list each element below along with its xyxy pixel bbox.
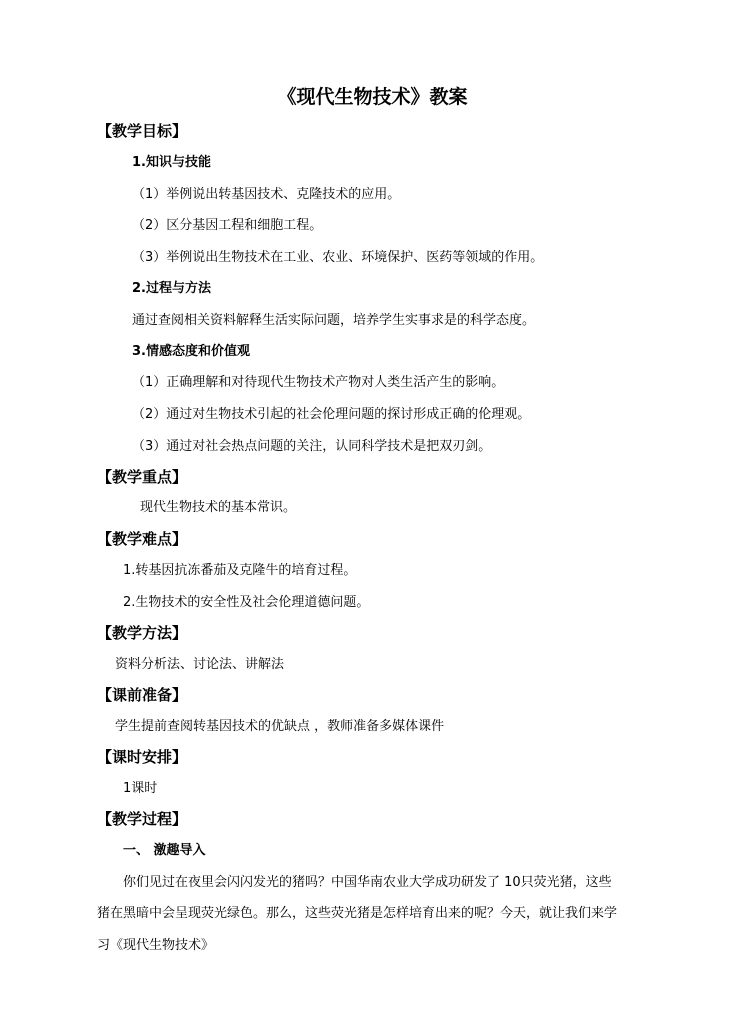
goal-text: 通过查阅相关资料解释生活实际问题，培养学生实事求是的科学态度。 [132,313,536,328]
goal-item: （3）通过对社会热点问题的关注，认同科学技术是把双刃剑。 [132,439,492,454]
goals-sub-attitude: 3.情感态度和价值观 [132,344,250,359]
process-heading: 【教学过程】 [97,810,188,828]
goal-item: （1）举例说出转基因技术、克隆技术的应用。 [132,187,401,202]
difficulty-item: 1.转基因抗冻番茄及克隆牛的培育过程。 [123,563,357,578]
difficulty-item: 2.生物技术的安全性及社会伦理道德问题。 [123,595,370,610]
process-paragraph-line: 你们见过在夜里会闪闪发光的猪吗？中国华南农业大学成功研发了 10只荧光猪，这些 [123,875,612,890]
preparation-text: 学生提前查阅转基因技术的优缺点 ，教师准备多媒体课件 [115,719,445,734]
goals-heading: 【教学目标】 [97,122,188,140]
schedule-text: 1课时 [123,781,158,796]
difficulties-heading: 【教学难点】 [97,530,188,548]
document-title: 《现代生物技术》教案 [277,86,468,108]
keypoints-text: 现代生物技术的基本常识。 [140,500,297,515]
methods-text: 资料分析法、讨论法、讲解法 [115,657,285,672]
goal-item: （1）正确理解和对待现代生物技术产物对人类生活产生的影响。 [132,375,505,390]
keypoints-heading: 【教学重点】 [97,468,188,486]
preparation-heading: 【课前准备】 [97,686,188,704]
process-paragraph-line: 猪在黑暗中会呈现荧光绿色。那么，这些荧光猪是怎样培育出来的呢？今天，就让我们来学 [97,906,618,921]
goals-sub-process: 2.过程与方法 [132,281,211,296]
goal-item: （3）举例说出生物技术在工业、农业、环境保护、医药等领域的作用。 [132,250,544,265]
goals-sub-knowledge: 1.知识与技能 [132,155,211,170]
process-paragraph-line: 习《现代生物技术》 [97,938,215,953]
process-section-intro: 一、 激趣导入 [123,843,206,858]
schedule-heading: 【课时安排】 [97,748,188,766]
goal-item: （2）通过对生物技术引起的社会伦理问题的探讨形成正确的伦理观。 [132,407,531,422]
goal-item: （2）区分基因工程和细胞工程。 [132,218,323,233]
methods-heading: 【教学方法】 [97,624,188,642]
